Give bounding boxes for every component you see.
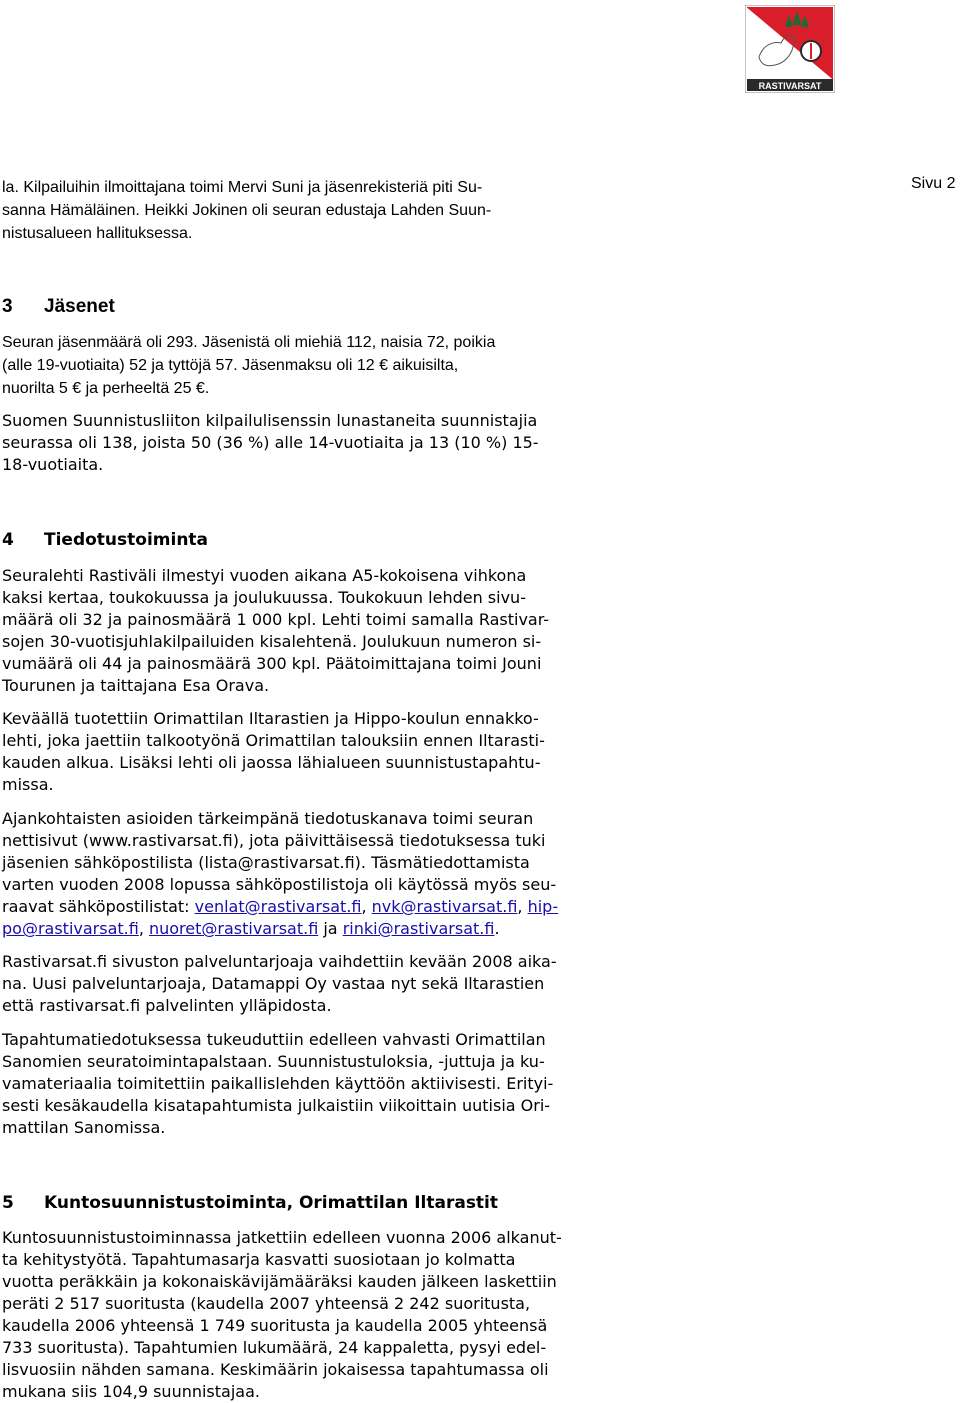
text-line: (alle 19-vuotiaita) 52 ja tyttöjä 57. Jäsenmaksu oli 12 € aikuisilta,	[2, 357, 459, 374]
rastivarsat-logo	[745, 5, 835, 93]
text-line: Kuntosuunnistustoiminnassa jatkettiin edelleen vuonna 2006 alkanut-	[2, 1228, 562, 1247]
email-lists-line	[2, 918, 652, 940]
text-line: Seuralehti Rastiväli ilmestyi vuoden aikana A5-kokoisena vihkona	[2, 566, 527, 585]
text-line: kaksi kertaa, toukokuussa ja joulukuussa. Toukokuun lehden sivu-	[2, 588, 526, 607]
text-line: vuotta peräkkäin ja kokonaiskävijämääräksi kauden jälkeen laskettiin	[2, 1272, 557, 1291]
compass-icon	[801, 41, 821, 61]
text-line: Sanomien seuratoimintapalstaan. Suunnistustuloksia, -juttuja ja ku-	[2, 1052, 545, 1071]
text-line: na. Uusi palveluntarjoaja, Datamappi Oy vastaa nyt sekä Iltarastien	[2, 974, 545, 993]
email-link-nuoret[interactable]: nuoret@rastivarsat.fi	[148, 919, 319, 938]
website-paragraph	[2, 808, 652, 940]
text-line: seurassa oli 138, joista 50 (36 %) alle 14-vuotiaita ja 13 (10 %) 15-	[2, 433, 539, 452]
text-line: Tapahtumatiedotuksessa tukeuduttiin edelleen vahvasti Orimattilan	[2, 1030, 546, 1049]
email-link-hippo-part2[interactable]: po@rastivarsat.fi	[2, 919, 139, 938]
text-line: ta kehitystyötä. Tapahtumasarja kasvatti suosiotaan jo kolmatta	[2, 1250, 516, 1269]
text-line: mukana siis 104,9 suunnistajaa.	[2, 1382, 260, 1401]
email-lists-line	[2, 896, 652, 918]
email-link-rinki[interactable]: rinki@rastivarsat.fi	[342, 919, 495, 938]
text-segment: ,	[361, 897, 372, 916]
text-line: varten vuoden 2008 lopussa sähköpostilistoja oli käytössä myös seu-	[2, 875, 557, 894]
text-segment: raavat sähköpostilistat:	[2, 897, 195, 916]
text-line: sojen 30-vuotisjuhlakilpailuiden kisalehtenä. Joulukuun numeron si-	[2, 632, 542, 651]
section-title: Jäsenet	[44, 296, 115, 317]
service-provider-paragraph	[2, 951, 652, 1017]
section-4-heading	[2, 529, 208, 551]
logo-text: RASTIVARSAT	[758, 81, 822, 91]
text-line: Tourunen ja taittajana Esa Orava.	[2, 676, 270, 695]
newspaper-paragraph	[2, 1029, 652, 1139]
text-line: 18-vuotiaita.	[2, 455, 104, 474]
text-line: Ajankohtaisten asioiden tärkeimpänä tiedotuskanava toimi seuran	[2, 809, 534, 828]
section-3-heading	[2, 296, 115, 318]
text-segment: ,	[138, 919, 149, 938]
text-line: sesti kesäkaudella kisatapahtumista julkaistiin viikoittain uutisia Ori-	[2, 1096, 551, 1115]
text-segment: ,	[517, 897, 528, 916]
text-line: kaudella 2006 yhteensä 1 749 suoritusta ja kaudella 2005 yhteensä	[2, 1316, 548, 1335]
email-link-venlat[interactable]: venlat@rastivarsat.fi	[194, 897, 362, 916]
text-line: lisvuosiin nähden samana. Keskimäärin jokaisessa tapahtumassa oli	[2, 1360, 549, 1379]
section-number: 5	[2, 1193, 14, 1213]
text-segment: .	[494, 919, 500, 938]
license-paragraph	[2, 410, 652, 476]
text-line: sanna Hämäläinen. Heikki Jokinen oli seuran edustaja Lahden Suun-	[2, 202, 492, 219]
text-line: vumäärä oli 44 ja painosmäärä 300 kpl. Päätoimittajana toimi Jouni	[2, 654, 542, 673]
email-link-hippo-part1[interactable]: hip-	[527, 897, 559, 916]
text-line: mattilan Sanomissa.	[2, 1118, 166, 1137]
text-line: määrä oli 32 ja painosmäärä 1 000 kpl. Lehti toimi samalla Rastivar-	[2, 610, 550, 629]
text-line: peräti 2 517 suoritusta (kaudella 2007 yhteensä 2 242 suoritusta,	[2, 1294, 531, 1313]
text-line: la. Kilpailuihin ilmoittajana toimi Mervi Suni ja jäsenrekisteriä piti Su-	[2, 179, 483, 196]
text-line: nettisivut (www.rastivarsat.fi), jota päivittäisessä tiedotuksessa tuki	[2, 831, 546, 850]
members-paragraph	[2, 331, 652, 400]
text-line: Suomen Suunnistusliiton kilpailulisenssin lunastaneita suunnistajia	[2, 411, 538, 430]
text-line: missa.	[2, 775, 54, 794]
text-line: nuorilta 5 € ja perheeltä 25 €.	[2, 380, 210, 397]
email-link-nvk[interactable]: nvk@rastivarsat.fi	[371, 897, 518, 916]
section-number: 4	[2, 530, 14, 550]
text-line: nistusalueen hallituksessa.	[2, 225, 193, 242]
text-line: että rastivarsat.fi palvelinten ylläpidosta.	[2, 996, 332, 1015]
section-title: Kuntosuunnistustoiminta, Orimattilan Iltarastit	[44, 1193, 499, 1213]
text-line: lehti, joka jaettiin talkootyönä Orimattilan talouksiin ennen Iltarasti-	[2, 731, 545, 750]
fitness-orienteering-paragraph	[2, 1227, 652, 1403]
section-5-heading	[2, 1192, 498, 1214]
magazine-paragraph	[2, 565, 652, 697]
text-line: Rastivarsat.fi sivuston palveluntarjoaja vaihdettiin kevään 2008 aika-	[2, 952, 557, 971]
text-line: vamateriaalia toimitettiin paikallislehden käyttöön aktiivisesti. Erityi-	[2, 1074, 554, 1093]
text-line: Seuran jäsenmäärä oli 293. Jäsenistä oli miehiä 112, naisia 72, poikia	[2, 334, 496, 351]
text-line: 733 suoritusta). Tapahtumien lukumäärä, 24 kappaletta, pysyi edel-	[2, 1338, 547, 1357]
text-line: kauden alkua. Lisäksi lehti oli jaossa lähialueen suunnistustapahtu-	[2, 753, 541, 772]
intro-paragraph	[2, 176, 652, 245]
pre-issue-paragraph	[2, 708, 652, 796]
section-number: 3	[2, 296, 13, 317]
text-line: jäsenien sähköpostilista (lista@rastivarsat.fi). Täsmätiedottamista	[2, 853, 530, 872]
text-line: Keväällä tuotettiin Orimattilan Iltarastien ja Hippo-koulun ennakko-	[2, 709, 539, 728]
page-number: Sivu 2	[911, 175, 956, 192]
text-segment: ja	[318, 919, 343, 938]
section-title: Tiedotustoiminta	[44, 530, 209, 550]
